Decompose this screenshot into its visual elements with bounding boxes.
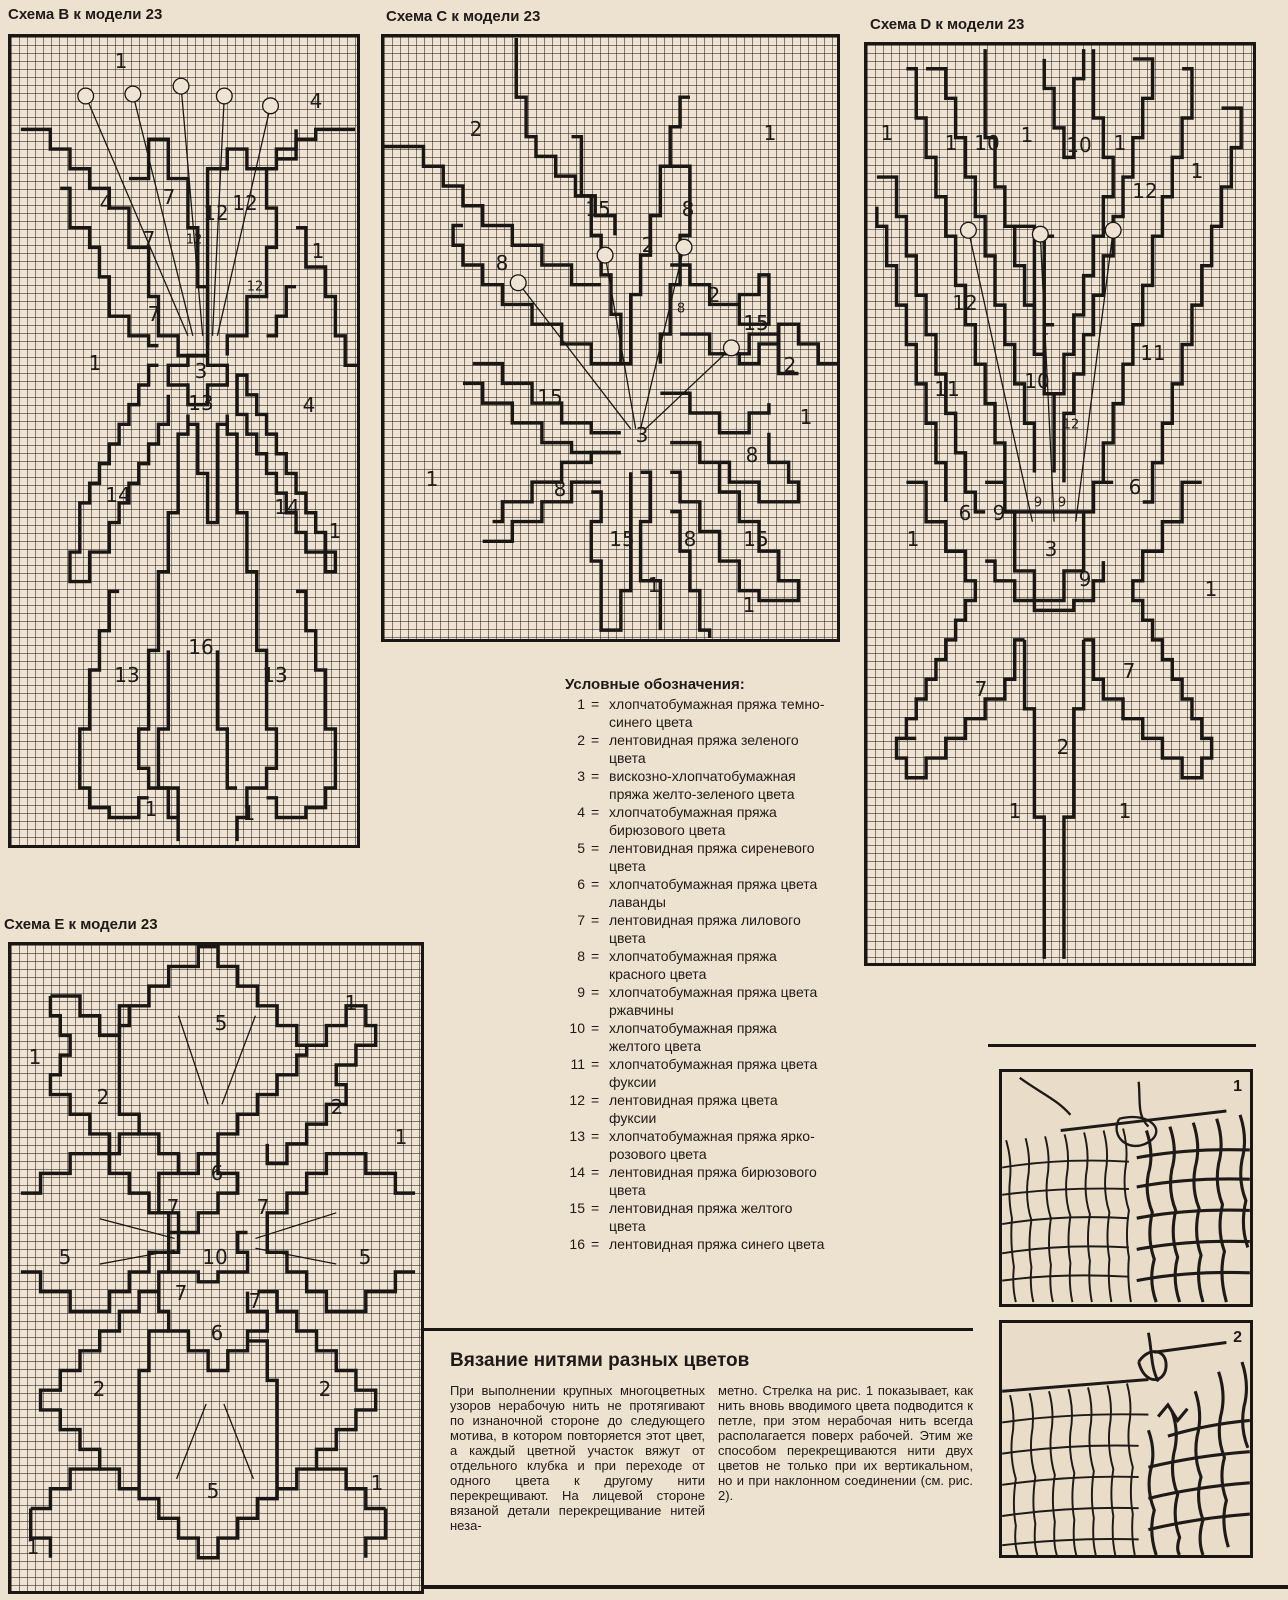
scheme-d-label: 9 xyxy=(1057,495,1067,511)
scheme-e-label: 5 xyxy=(206,1479,220,1503)
scheme-b-label: 13 xyxy=(114,663,140,687)
scheme-d-grid xyxy=(864,42,1256,966)
figure-2-label: 2 xyxy=(1233,1329,1242,1346)
scheme-e-label: 10 xyxy=(202,1245,228,1269)
legend-equals-sign: = xyxy=(591,1092,600,1108)
scheme-b-label: 14 xyxy=(105,483,131,507)
scheme-c-title: Схема C к модели 23 xyxy=(386,8,541,25)
scheme-d-label: 10 xyxy=(1024,369,1050,393)
legend-equals-sign: = xyxy=(591,732,600,748)
scheme-d-label: 9 xyxy=(1033,495,1043,511)
scheme-d-label: 3 xyxy=(1044,537,1058,561)
legend-item-number: 3 xyxy=(577,768,585,784)
scheme-c-label: 15 xyxy=(609,527,635,551)
legend-item-text: хлопчатобумажная пряжа бирюзового цвета xyxy=(609,804,777,838)
legend-equals-sign: = xyxy=(591,1200,600,1216)
legend-equals-sign: = xyxy=(591,768,600,784)
legend-item xyxy=(565,1019,825,1055)
legend-item xyxy=(565,803,825,839)
scheme-b-label: 1 xyxy=(242,801,256,825)
scheme-d-label: 1 xyxy=(1118,799,1132,823)
scheme-c-label: 8 xyxy=(676,301,686,317)
scheme-c-label: 15 xyxy=(585,197,611,221)
scheme-d-label: 6 xyxy=(1128,475,1142,499)
legend-item xyxy=(565,875,825,911)
scheme-b-label: 16 xyxy=(188,635,214,659)
scheme-c-label: 8 xyxy=(745,443,759,467)
legend-equals-sign: = xyxy=(591,1128,600,1144)
legend-item-number: 16 xyxy=(569,1236,585,1252)
scheme-e-grid xyxy=(8,942,424,1594)
scheme-d-label: 1 xyxy=(1204,577,1218,601)
legend-item-text: лентовидная пряжа желтого цвета xyxy=(609,1200,793,1234)
legend-item-number: 1 xyxy=(577,696,585,712)
scheme-b-label: 7 xyxy=(142,227,156,251)
scheme-b-title: Схема B к модели 23 xyxy=(8,6,163,23)
legend-item xyxy=(565,947,825,983)
legend-item-number: 4 xyxy=(577,804,585,820)
scheme-d-label: 7 xyxy=(1122,659,1136,683)
scheme-d-label: 11 xyxy=(934,377,960,401)
legend-item-text: хлопчатобумажная пряжа ярко-розового цвета xyxy=(609,1128,815,1162)
scheme-e-label: 1 xyxy=(394,1125,408,1149)
scheme-e-label: 1 xyxy=(26,1535,40,1559)
legend-item-number: 10 xyxy=(569,1020,585,1036)
legend-item-text: лентовидная пряжа сиреневого цвета xyxy=(609,840,815,874)
article-column-1: При выполнении крупных многоцветных узоров нерабочую нить не протягивают по изнаночной стороне до следующего мотива, в котором повторяется этот цвет, а каждый цветной участок вяжут от отдельного клубка и при переходе от одного цвета к другому нити перекрещивают. На лицевой стороне вязаной детали перекрещивание нитей неза- xyxy=(450,1383,705,1533)
scheme-b-outlines xyxy=(11,37,357,845)
legend-item xyxy=(565,731,825,767)
scheme-d-label: 1 xyxy=(1008,799,1022,823)
scheme-d-label: 9 xyxy=(992,501,1006,525)
legend-item-text: вискозно-хлопчатобумажная пряжа желто-зеленого цвета xyxy=(609,768,796,802)
legend-item-number: 7 xyxy=(577,912,585,928)
scheme-c-label: 1 xyxy=(799,405,813,429)
scheme-d-label: 1 xyxy=(906,527,920,551)
legend-item xyxy=(565,983,825,1019)
legend-equals-sign: = xyxy=(591,1164,600,1180)
legend-equals-sign: = xyxy=(591,804,600,820)
scheme-b-label: 7 xyxy=(162,185,176,209)
scheme-d-label: 12 xyxy=(1132,179,1158,203)
legend-item-text: хлопчатобумажная пряжа цвета фуксии xyxy=(609,1056,818,1090)
figures-divider xyxy=(988,1044,1256,1047)
legend-item-text: хлопчатобумажная пряжа цвета лаванды xyxy=(609,876,818,910)
legend-item-text: лентовидная пряжа синего цвета xyxy=(609,1236,825,1252)
scheme-c-label: 1 xyxy=(425,467,439,491)
scheme-e-label: 6 xyxy=(210,1161,224,1185)
legend-item-number: 15 xyxy=(569,1200,585,1216)
scheme-c-label: 8 xyxy=(553,477,567,501)
scheme-e-label: 7 xyxy=(174,1281,188,1305)
legend-item xyxy=(565,911,825,947)
figure-1-knitting-illustration xyxy=(1002,1072,1250,1304)
scheme-d-label: 1 xyxy=(944,131,958,155)
scheme-c-label: 8 xyxy=(681,197,695,221)
scheme-b-label: 12 xyxy=(203,201,229,225)
legend-equals-sign: = xyxy=(591,696,600,712)
scheme-b-label: 13 xyxy=(188,391,214,415)
scheme-e-label: 5 xyxy=(214,1011,228,1035)
legend-item-text: хлопчатобумажная пряжа цвета ржавчины xyxy=(609,984,818,1018)
scheme-b-label: 13 xyxy=(262,663,288,687)
legend-item-number: 14 xyxy=(569,1164,585,1180)
scheme-d-label: 1 xyxy=(1113,131,1127,155)
legend-item xyxy=(565,767,825,803)
legend-item-number: 8 xyxy=(577,948,585,964)
scheme-c-label: 2 xyxy=(783,353,797,377)
scheme-b-label: 4 xyxy=(302,393,316,417)
legend-item-number: 11 xyxy=(570,1056,585,1072)
legend-item xyxy=(565,1199,825,1235)
scheme-b-label: 7 xyxy=(147,302,161,326)
scheme-e-label: 2 xyxy=(92,1377,106,1401)
scheme-d-label: 2 xyxy=(1056,735,1070,759)
scheme-e-label: 7 xyxy=(248,1289,262,1313)
scheme-b-label: 1 xyxy=(328,519,342,543)
scheme-b-label: 1 xyxy=(144,797,158,821)
scheme-b-label: 12 xyxy=(246,279,264,295)
scheme-d-label: 1 xyxy=(1020,123,1034,147)
scheme-b-label: 3 xyxy=(194,359,208,383)
legend-item-number: 9 xyxy=(577,984,585,1000)
figure-2-knitting-illustration xyxy=(1002,1323,1250,1555)
scheme-e-label: 2 xyxy=(318,1377,332,1401)
legend-equals-sign: = xyxy=(591,1020,600,1036)
legend-equals-sign: = xyxy=(591,840,600,856)
legend-equals-sign: = xyxy=(591,876,600,892)
scheme-c-label: 2 xyxy=(641,233,655,257)
scheme-d-label: 1 xyxy=(1190,159,1204,183)
scheme-c-label: 15 xyxy=(537,385,563,409)
figure-2 xyxy=(999,1320,1253,1558)
legend-equals-sign: = xyxy=(591,1056,600,1072)
scheme-b-label: 4 xyxy=(99,191,113,215)
scheme-b-grid xyxy=(8,34,360,848)
scheme-c-label: 1 xyxy=(742,593,756,617)
scheme-c-label: 8 xyxy=(495,251,509,275)
legend-item-number: 5 xyxy=(577,840,585,856)
scheme-d-label: 11 xyxy=(1140,341,1166,365)
page-bottom-rule xyxy=(423,1585,1288,1589)
legend-list xyxy=(565,695,825,1253)
legend-item xyxy=(565,1127,825,1163)
legend-equals-sign: = xyxy=(591,1236,600,1252)
legend-item-text: лентовидная пряжа лилового цвета xyxy=(609,912,801,946)
legend-equals-sign: = xyxy=(591,984,600,1000)
scheme-c-grid xyxy=(381,34,840,642)
scheme-d-label: 6 xyxy=(958,501,972,525)
legend xyxy=(565,676,825,1253)
scheme-e-title: Схема E к модели 23 xyxy=(4,916,158,933)
scheme-c-label: 8 xyxy=(683,527,697,551)
scheme-d-label: 9 xyxy=(1078,567,1092,591)
scheme-c-label: 15 xyxy=(743,311,769,335)
scheme-c-label: 15 xyxy=(743,527,769,551)
legend-item xyxy=(565,1163,825,1199)
scheme-b-label: 14 xyxy=(274,495,300,519)
scheme-b-label: 1 xyxy=(114,49,128,73)
scheme-b-label: 1 xyxy=(88,351,102,375)
scheme-d-label: 10 xyxy=(1066,133,1092,157)
scheme-d-title: Схема D к модели 23 xyxy=(870,16,1025,33)
legend-item-number: 12 xyxy=(569,1092,585,1108)
scheme-e-label: 7 xyxy=(256,1195,270,1219)
article-column-2: метно. Стрелка на рис. 1 показывает, как нить вновь вводимого цвета подводится к петле, при этом нерабочая нить всегда располагается поверх рабочей. Этим же способом перекрещиваются нити двух цветов не только при их вертикальном, но и при наклонном соединении (см. рис. 2). xyxy=(718,1383,973,1503)
scheme-b-label: 12 xyxy=(185,232,203,248)
legend-item xyxy=(565,1091,825,1127)
scheme-e-label: 5 xyxy=(58,1245,72,1269)
article-title: Вязание нитями разных цветов xyxy=(450,1350,750,1371)
scheme-e-label: 1 xyxy=(370,1471,384,1495)
legend-item-text: хлопчатобумажная пряжа желтого цвета xyxy=(609,1020,777,1054)
scheme-d-label: 1 xyxy=(1040,323,1050,339)
scheme-c-label: 3 xyxy=(635,423,649,447)
scheme-e-label: 1 xyxy=(344,991,358,1015)
legend-item xyxy=(565,695,825,731)
scheme-d-label: 1 xyxy=(880,121,894,145)
scheme-d-label: 12 xyxy=(1062,417,1080,433)
legend-item-text: хлопчатобумажная пряжа красного цвета xyxy=(609,948,777,982)
scheme-d-label: 12 xyxy=(952,291,978,315)
legend-item-text: лентовидная пряжа цвета фуксии xyxy=(609,1092,778,1126)
scheme-c-label: 1 xyxy=(763,121,777,145)
scheme-e-label: 7 xyxy=(166,1195,180,1219)
legend-item-text: хлопчатобумажная пряжа темно-синего цвета xyxy=(609,696,825,730)
scheme-e-label: 1 xyxy=(28,1045,42,1069)
scheme-e-label: 2 xyxy=(330,1095,344,1119)
legend-item-number: 2 xyxy=(577,732,585,748)
scheme-e-label: 6 xyxy=(210,1321,224,1345)
legend-item-text: лентовидная пряжа бирюзового цвета xyxy=(609,1164,817,1198)
scheme-b-label: 1 xyxy=(311,239,325,263)
scheme-e-label: 2 xyxy=(96,1085,110,1109)
scheme-c-label: 2 xyxy=(469,117,483,141)
legend-item-number: 6 xyxy=(577,876,585,892)
article-divider xyxy=(423,1328,973,1331)
legend-item xyxy=(565,1055,825,1091)
figure-1-label: 1 xyxy=(1233,1078,1242,1095)
scheme-b-label: 12 xyxy=(232,191,258,215)
legend-heading: Условные обозначения: xyxy=(565,676,745,693)
legend-equals-sign: = xyxy=(591,948,600,964)
legend-item-text: лентовидная пряжа зеленого цвета xyxy=(609,732,799,766)
scheme-e-label: 5 xyxy=(358,1245,372,1269)
legend-item xyxy=(565,839,825,875)
legend-item-number: 13 xyxy=(569,1128,585,1144)
scheme-c-label: 2 xyxy=(707,283,721,307)
legend-equals-sign: = xyxy=(591,912,600,928)
scheme-d-label: 10 xyxy=(974,131,1000,155)
legend-item xyxy=(565,1235,825,1253)
scheme-b-label: 4 xyxy=(309,89,323,113)
figure-1 xyxy=(999,1069,1253,1307)
scheme-d-label: 7 xyxy=(974,677,988,701)
scheme-c-label: 1 xyxy=(647,573,661,597)
